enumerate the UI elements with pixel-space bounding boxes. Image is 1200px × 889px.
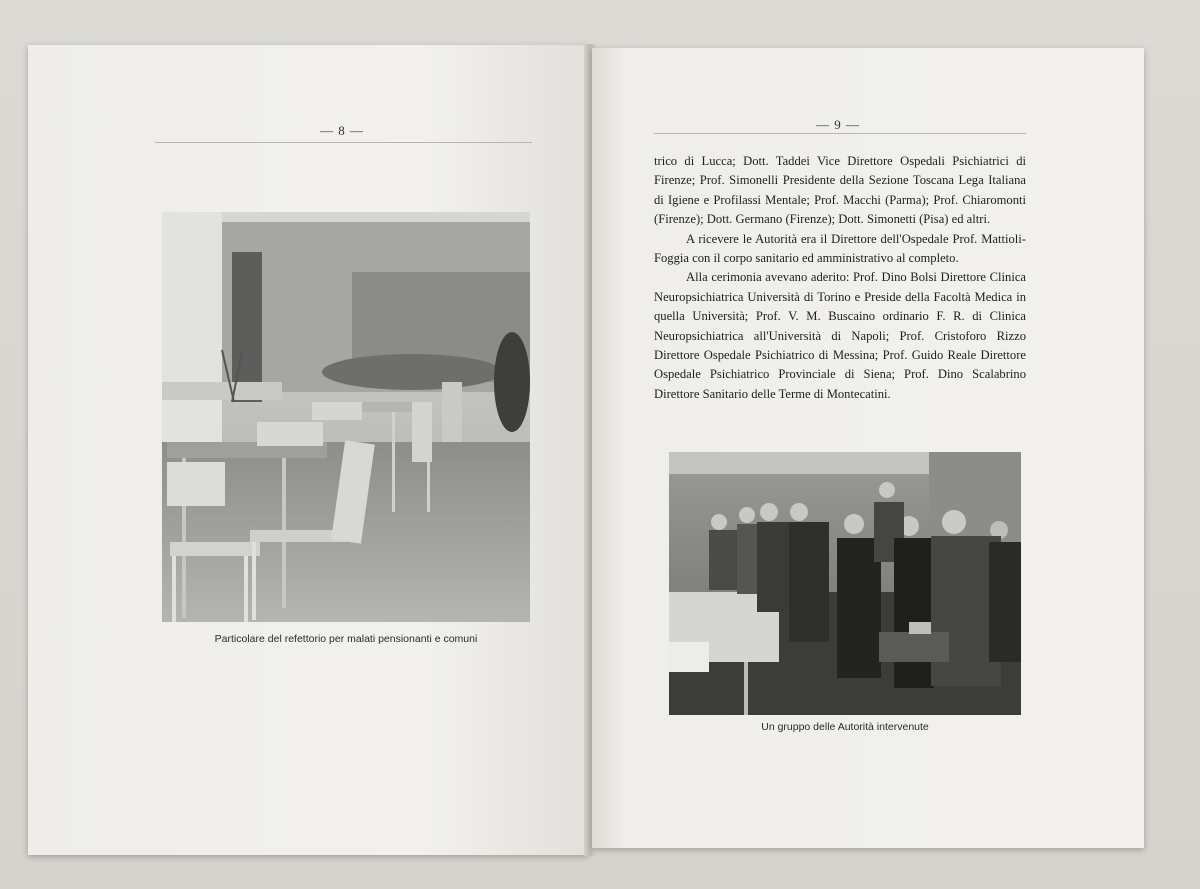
left-page-number: — 8 — — [320, 123, 364, 138]
refectory-photo-image — [162, 212, 530, 622]
right-page-number: — 9 — — [816, 117, 860, 132]
right-header-rule — [654, 133, 1026, 134]
refectory-photo — [162, 212, 530, 622]
authorities-photo-image — [669, 452, 1021, 715]
left-header-rule — [155, 142, 532, 143]
refectory-photo-caption: Particolare del refettorio per malati pensionanti e comuni — [214, 633, 478, 645]
body-text — [654, 152, 1026, 404]
authorities-photo-caption: Un gruppo delle Autorità intervenute — [761, 721, 929, 733]
authorities-photo — [669, 452, 1021, 715]
paragraph-2: A ricevere le Autorità era il Direttore dell'Ospedale Prof. Mattioli-Foggia con il corpo sanitario ed amministrativo al completo. — [654, 231, 1026, 266]
paragraph-1: trico di Lucca; Dott. Taddei Vice Direttore Ospedali Psichiatrici di Firenze; Prof. Simonelli Presidente della Sezione Toscana Lega Italiana di Igiene e Profilassi Mentale; Prof. Macchi (Parma); Prof. Chiaromonti (Firenze); Dott. Germano (Firenze); Dott. Simonetti (Pisa) ed altri. — [654, 154, 1026, 227]
paragraph-3: Alla cerimonia avevano aderito: Prof. Dino Bolsi Direttore Clinica Neuropsichiatrica Università di Torino e Preside della Facoltà Medica in quella Università; Prof. V. M. Buscaino ordinario F. R. di Clinica Neuropsichiatrica all'Università di Napoli; Prof. Cristoforo Rizzo Direttore Ospedale Psichiatrico di Messina; Prof. Guido Reale Direttore Ospedale Psichiatrico Provinciale di Siena; Prof. Dino Scalabrino Direttore Sanitario delle Terme di Montecatini. — [654, 270, 1026, 401]
